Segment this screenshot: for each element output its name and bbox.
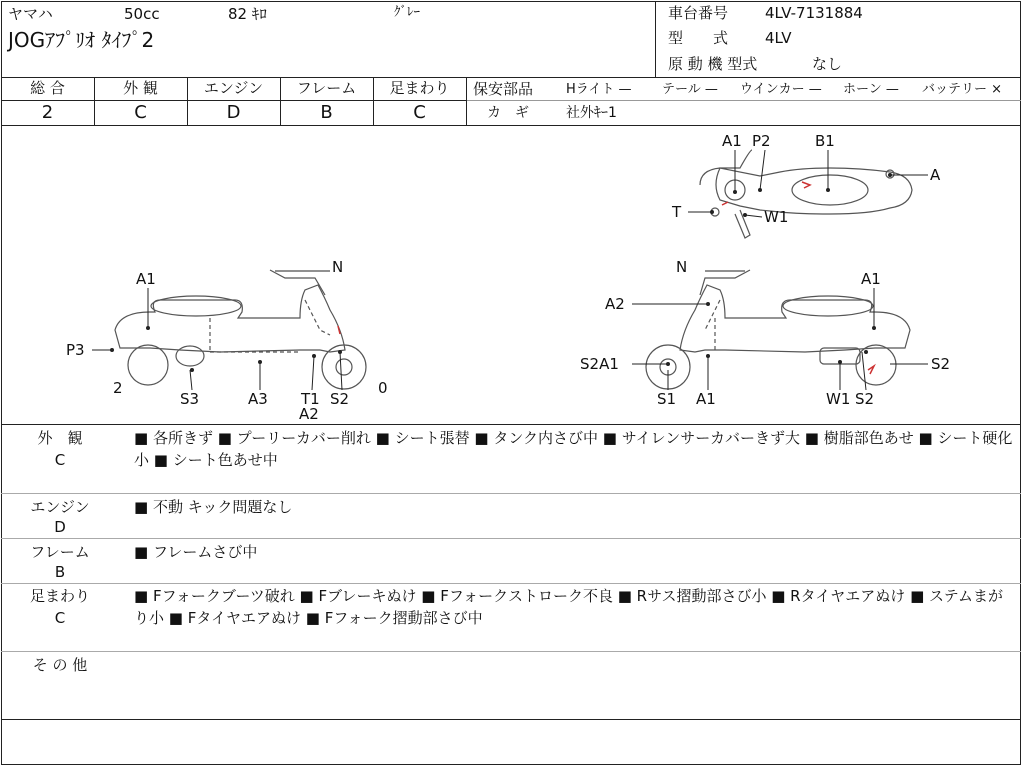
section-grade: D (54, 518, 66, 536)
top-label-a: A (930, 166, 941, 184)
color: ｸﾞﾚｰ (394, 5, 420, 20)
section-text: ■ 不動 キック問題なし (134, 498, 293, 516)
top-label-t: T (672, 203, 682, 221)
model-name: JOGｱﾌﾟﾘｵ ﾀｲﾌﾟ2 (8, 28, 155, 52)
grade-header-frame: フレーム (296, 79, 357, 97)
top-label-p2: P2 (752, 132, 771, 150)
left-label-a1: A1 (136, 270, 156, 288)
right-label-a2: A2 (605, 295, 625, 313)
safety-label: 保安部品 (473, 80, 534, 98)
engine-type-value: なし (812, 55, 843, 73)
safety-headlight: Hライト — (566, 82, 632, 97)
left-label-p3: P3 (66, 341, 85, 359)
right-label-a1-bottom: A1 (696, 390, 716, 408)
top-label-b1: B1 (815, 132, 835, 150)
section-divider (1, 651, 1021, 652)
grade-header-overall: 総 合 (30, 79, 65, 97)
right-label-s2-right: S2 (931, 355, 951, 373)
section-grade: C (54, 451, 66, 469)
leader-lines (92, 150, 928, 390)
section-label: そ の 他 (32, 656, 88, 674)
damage-marks (338, 182, 874, 374)
section-label: 足まわり (29, 587, 90, 605)
section-label: フレーム (30, 543, 90, 561)
section-label: エンジン (30, 498, 90, 516)
section-text: ■ フレームさび中 (134, 543, 258, 561)
section-label: 外 観 (37, 429, 83, 447)
engine-type-label: 原 動 機 型式 (668, 55, 758, 73)
right-label-a1-top: A1 (861, 270, 881, 288)
section-bottom-line (1, 719, 1021, 720)
section-divider (1, 538, 1021, 539)
safety-winker: ウインカー — (740, 82, 822, 97)
key-value: 社外ｷｰ1 (566, 105, 617, 121)
top-label-a1: A1 (722, 132, 742, 150)
section-text: ■ Fフォークブーツ破れ ■ Fブレーキぬけ ■ Fフォークストローク不良 ■ Rサス摺動部さび小 ■ Rタイヤエアぬけ ■ ステムまがり小 ■ Fタイヤエアぬけ ■ Fフォーク摺動部さび中 (134, 587, 1003, 627)
left-label-t1: T1 (301, 390, 320, 408)
left-label-a2: A2 (299, 405, 319, 423)
header-bottom-line (1, 77, 1021, 78)
section-text: ■ 各所きず ■ プーリーカバー削れ ■ シート張替 ■ タンク内さび中 ■ サイレンサーカバーきず大 ■ 樹脂部色あせ ■ シート硬化小 ■ シート色あせ中 (134, 429, 1013, 469)
left-label-s3: S3 (180, 390, 200, 408)
type-value: 4LV (765, 29, 792, 47)
left-label-0: 0 (378, 379, 388, 397)
grade-header-exterior: 外 観 (123, 79, 158, 97)
right-label-w1: W1 (826, 390, 851, 408)
grade-frame: B (320, 102, 333, 123)
mileage: 82 ｷﾛ (228, 5, 267, 23)
displacement: 50cc (124, 5, 160, 23)
grade-exterior: C (134, 102, 147, 123)
frame-no-label: 車台番号 (668, 4, 729, 22)
grade-header-suspension: 足まわり (389, 79, 450, 97)
left-label-a3: A3 (248, 390, 268, 408)
safety-battery: バッテリー × (922, 82, 1003, 97)
top-view-scooter (700, 150, 912, 238)
grade-suspension: C (413, 102, 426, 123)
diagram-bottom-line (1, 424, 1021, 425)
header-divider (655, 1, 656, 78)
safety-tail: テール — (662, 82, 718, 97)
grade-overall: 2 (41, 102, 54, 123)
section-divider (1, 493, 1021, 494)
right-label-s1: S1 (657, 390, 677, 408)
left-label-s2: S2 (330, 390, 350, 408)
section-grade: C (54, 609, 66, 627)
top-label-w1: W1 (764, 208, 789, 226)
left-label-2: 2 (113, 379, 123, 397)
grade-engine: D (226, 102, 241, 123)
grade-header-engine: エンジン (203, 79, 264, 97)
safety-horn: ホーン — (843, 82, 899, 97)
right-label-n: N (676, 258, 688, 276)
section-divider (1, 583, 1021, 584)
section-grade: B (54, 563, 66, 581)
maker: ヤマハ (8, 5, 53, 23)
leader-dots (110, 173, 892, 372)
left-label-n: N (332, 258, 344, 276)
right-label-s2-bottom: S2 (855, 390, 875, 408)
key-label: カ ギ (487, 105, 529, 121)
right-label-s2a1: S2A1 (580, 355, 619, 373)
frame-no: 4LV-7131884 (765, 4, 863, 22)
type-label: 型 式 (668, 29, 729, 47)
